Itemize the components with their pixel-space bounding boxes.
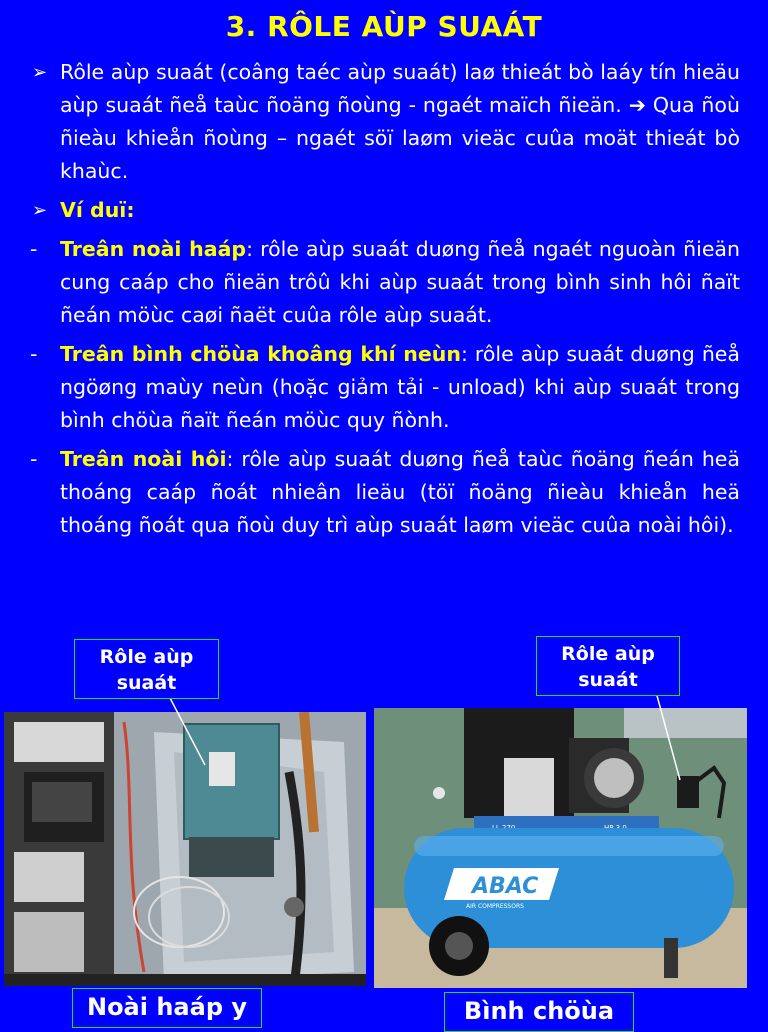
caption-text: Noài haáp y [86, 993, 247, 1021]
example-text: : rôle aùp suaát duøng ñeå ngaét nguoàn ñieän cung caáp cho ñieän trôû khi aùp suaát trong bình sinh hôi ñaït ñeán möùc caøi ñaët cuûa rôle aùp suaát. [60, 237, 740, 327]
air-tank-photo-illustration [374, 708, 747, 988]
dash-marker: - [30, 237, 38, 261]
callout-text: Rôle aùp suaát [561, 643, 655, 691]
example-item-autoclave [30, 233, 740, 332]
example-label: Treân noài haáp [60, 237, 247, 261]
example-item-air-tank [30, 338, 740, 437]
caption-text: Bình chöùa [463, 997, 615, 1025]
intro-text: Rôle aùp suaát (coâng taéc aùp suaát) laø thieát bò laáy tín hieäu aùp suaát ñeå taùc ñoäng ñoùng - ngaét maïch ñieän. [60, 60, 740, 117]
brand-label: ABAC [472, 874, 539, 899]
dash-marker: - [30, 342, 38, 366]
example-heading [30, 194, 740, 227]
example-heading-text: Ví duï: [60, 198, 135, 222]
autoclave-photo-illustration [4, 712, 366, 986]
dash-marker: - [30, 447, 38, 471]
callout-pressure-switch-left [74, 639, 219, 699]
subbrand-label: AIR COMPRESSORS [466, 903, 524, 910]
slide-body [30, 56, 740, 542]
callout-text: Rôle aùp suaát [99, 646, 194, 694]
photo-autoclave [4, 712, 366, 986]
photo-air-tank [374, 708, 747, 988]
arrow-bullet-icon: ➢ [32, 62, 48, 83]
caption-autoclave [72, 988, 262, 1028]
intro-paragraph [30, 56, 740, 188]
example-label: Treân bình chöùa khoâng khí neùn [60, 342, 461, 366]
example-item-boiler [30, 443, 740, 542]
caption-air-tank [444, 992, 634, 1032]
example-label: Treân noài hôi [60, 447, 227, 471]
example-text: : rôle aùp suaát duøng ñeå taùc ñoäng ñeán heä thoáng caáp ñoát nhieân lieäu (töï ñoäng ñieàu khieån heä thoáng ñoát qua ñoù duy trì aùp suaát laøm vieäc cuûa noài hôi). [60, 447, 740, 537]
slide-title: 3. RÔLE AÙP SUAÁT [225, 10, 543, 43]
right-arrow-icon: ➔ [628, 93, 646, 117]
callout-pressure-switch-right [536, 636, 680, 696]
example-text: : rôle aùp suaát duøng ñeå ngöøng maùy neùn (hoặc giảm tải - unload) khi aùp suaát trong bình chöùa ñaït ñeán möùc quy ñònh. [60, 342, 740, 432]
arrow-bullet-icon: ➢ [32, 200, 48, 221]
intro-text-after-arrow: Qua ñoù ñieàu khieån ñoùng – ngaét söï laøm vieäc cuûa moät thieát bò khaùc. [60, 93, 740, 183]
